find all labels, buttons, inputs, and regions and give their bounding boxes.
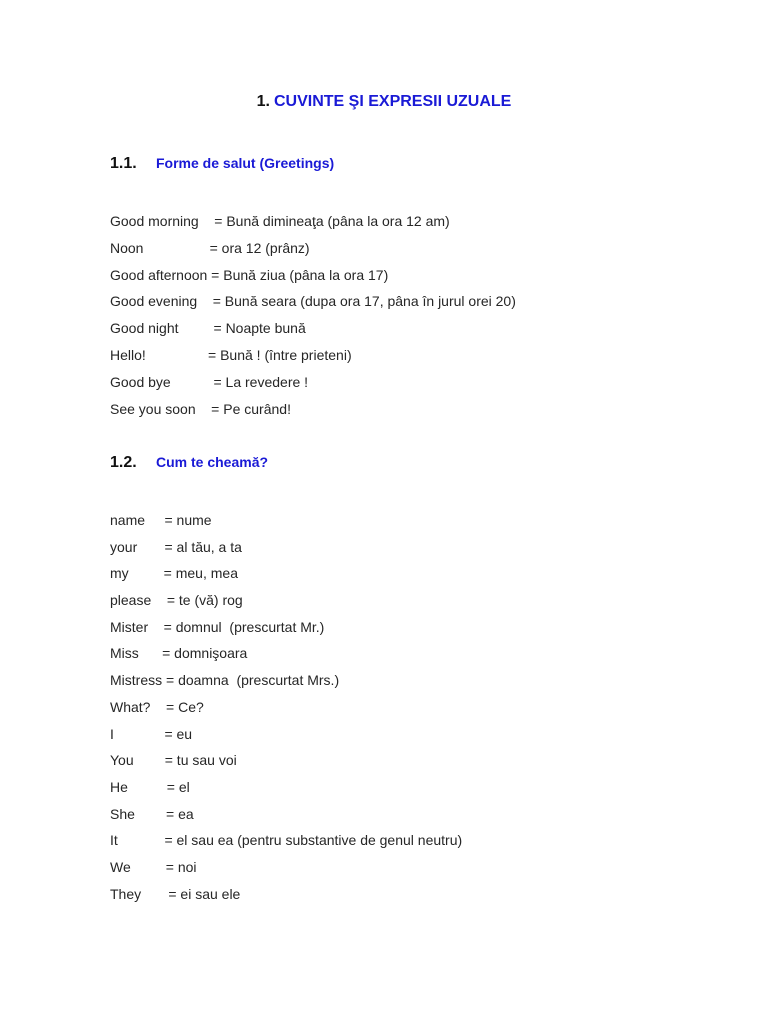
section-title: Cum te cheamă?	[156, 454, 269, 470]
greetings-list	[110, 208, 516, 422]
vocab-entry: Mister = domnul (prescurtat Mr.)	[110, 618, 325, 635]
vocab-entry: Mistress = doamna (prescurtat Mrs.)	[110, 672, 340, 689]
section-heading-greetings	[110, 155, 334, 173]
title-text: CUVINTE ŞI EXPRESII UZUALE	[273, 93, 512, 110]
vocab-entry: name = nume	[110, 512, 212, 528]
vocab-entry: Good morning = Bună dimineaţa (pâna la ora 12 am)	[110, 213, 450, 229]
title-number: 1.	[256, 93, 270, 110]
vocab-entry: I = eu	[110, 725, 193, 742]
vocab-entry: please = te (vă) rog	[110, 592, 243, 609]
vocab-entry: See you soon = Pe curând!	[110, 400, 291, 417]
document-title	[0, 91, 768, 113]
vocab-entry: Hello! = Bună ! (între prieteni)	[110, 346, 352, 363]
vocab-entry: She = ea	[110, 805, 194, 822]
names-pronouns-list	[110, 507, 462, 907]
vocab-entry: Good night = Noapte bună	[110, 320, 306, 337]
section-title: Forme de salut (Greetings)	[156, 155, 335, 171]
vocab-entry: Good bye = La revedere !	[110, 373, 309, 390]
vocab-entry: They = ei sau ele	[110, 885, 241, 902]
vocab-entry: He = el	[110, 778, 190, 795]
vocab-entry: It = el sau ea (pentru substantive de genul neutru)	[110, 832, 463, 849]
vocab-entry: We = noi	[110, 858, 197, 875]
vocab-entry: my = meu, mea	[110, 565, 238, 582]
vocab-entry: your = al tău, a ta	[110, 538, 242, 555]
section-number: 1.1.	[110, 155, 137, 172]
vocab-entry: What? = Ce?	[110, 698, 204, 715]
vocab-entry: You = tu sau voi	[110, 752, 237, 769]
vocab-entry: Miss = domnişoara	[110, 645, 248, 662]
vocab-entry: Good afternoon = Bună ziua (pâna la ora 17)	[110, 266, 389, 283]
section-number: 1.2.	[110, 454, 137, 471]
section-heading-names	[110, 454, 268, 472]
vocab-entry: Good evening = Bună seara (dupa ora 17, pâna în jurul orei 20)	[110, 293, 516, 310]
vocab-entry: Noon = ora 12 (prânz)	[110, 239, 310, 256]
